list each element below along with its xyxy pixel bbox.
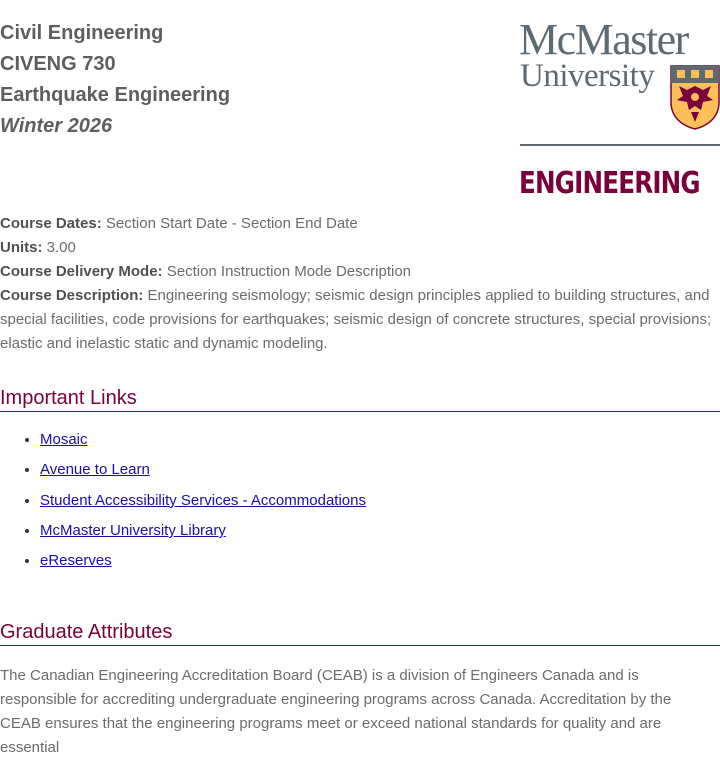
link-student-accessibility-services[interactable]: Student Accessibility Services - Accommodations: [40, 491, 366, 509]
mcmaster-engineering-logo: [519, 15, 720, 203]
units-value: 3.00: [46, 239, 76, 256]
logo-divider: [520, 144, 720, 146]
course-dates-value: Section Start Date - Section End Date: [105, 215, 358, 232]
list-item: [40, 546, 366, 576]
course-department: Civil Engineering: [0, 22, 164, 44]
important-links-list: [0, 425, 366, 576]
graduate-attributes-rule: [0, 645, 720, 646]
logo-university: University: [520, 58, 655, 94]
mcmaster-crest-icon: [669, 64, 720, 130]
course-info: [0, 212, 712, 356]
course-description-label: Course Description:: [0, 287, 144, 304]
graduate-attributes-heading: Graduate Attributes: [0, 621, 173, 643]
units-row: [0, 236, 712, 260]
delivery-mode-value: Section Instruction Mode Description: [166, 263, 412, 280]
list-item: [40, 425, 366, 455]
delivery-mode-label: Course Delivery Mode:: [0, 263, 163, 280]
course-dates-label: Course Dates:: [0, 215, 102, 232]
course-heading: [0, 18, 230, 142]
course-dates-row: [0, 212, 712, 236]
logo-faculty: ENGINEERING: [519, 166, 700, 201]
link-avenue-to-learn[interactable]: Avenue to Learn: [40, 461, 150, 479]
link-ereserves[interactable]: eReserves: [40, 552, 112, 570]
course-title: Earthquake Engineering: [0, 84, 231, 106]
course-description-value: Engineering seismology; seismic design principles applied to building structures, and special facilities, code provisions for earthquakes; seismic design of concrete structures, special provisions; elastic and inelastic static and dynamic modeling.: [0, 287, 712, 352]
logo-name: McMaster: [519, 15, 688, 64]
delivery-mode-row: [0, 260, 712, 284]
link-mcmaster-library[interactable]: McMaster University Library: [40, 521, 226, 539]
list-item: [40, 455, 366, 485]
link-mosaic[interactable]: Mosaic: [40, 431, 88, 448]
course-term: Winter 2026: [0, 115, 113, 137]
course-code: CIVENG 730: [0, 53, 116, 75]
units-label: Units:: [0, 239, 43, 256]
course-description-row: [0, 284, 712, 356]
list-item: [40, 486, 366, 516]
important-links-rule: [0, 411, 720, 412]
important-links-heading: Important Links: [0, 387, 137, 409]
graduate-attributes-text: The Canadian Engineering Accreditation Board (CEAB) is a division of Engineers Canada and is responsible for accrediting undergraduate engineering programs across Canada. Accreditation by the CEAB ensures that the engineering programs meet or exceed national standards for quality and are essential: [0, 667, 672, 756]
list-item: [40, 516, 366, 546]
page-header: [0, 0, 720, 210]
